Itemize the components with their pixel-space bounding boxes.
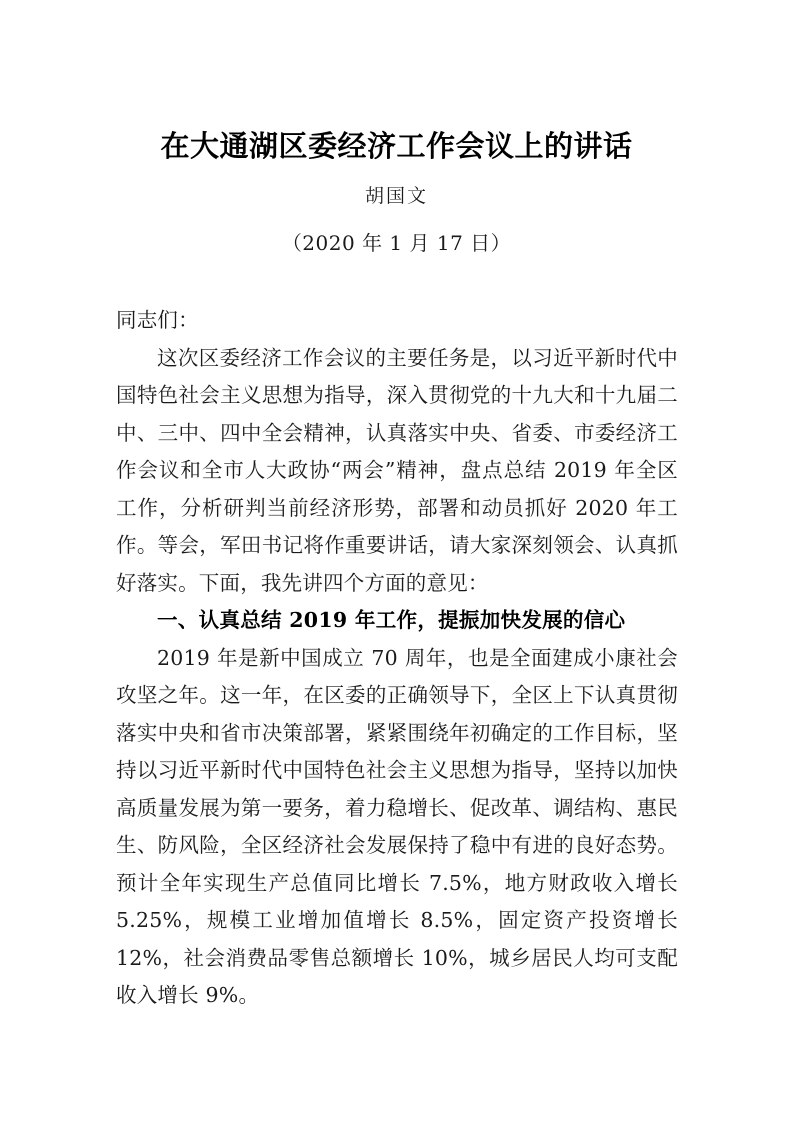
document-masthead xyxy=(0,126,793,258)
page-title: 在大通湖区委经济工作会议上的讲话 xyxy=(160,129,633,163)
document-author: 胡国文 xyxy=(364,185,428,207)
body-paragraph-2: 2019 年是新中国成立 70 周年，也是全面建成小康社会攻坚之年。这一年，在区委的正确领导下，全区上下认真贯彻落实中央和省市决策部署，紧紧围绕年初确定的工作目标，坚持以习近平新时代中国特色社会主义思想为指导，坚持以加快高质量发展为第一要务，着力稳增长、促改革、调结构、惠民生、防风险，全区经济社会发展保持了稳中有进的良好态势。预计全年实现生产总值同比增长 7.5%，地方财政收入增长 5.25%，规模工业增加值增长 8.5%，固定资产投资增长 12%，社会消费品零售总额增长 10%，城乡居民人均可支配收入增长 9%。 xyxy=(116,645,678,1007)
body-paragraph-1: 这次区委经济工作会议的主要任务是，以习近平新时代中国特色社会主义思想为指导，深入贯彻党的十九大和十九届二中、三中、四中全会精神，认真落实中央、省委、市委经济工作会议和全市人大政协“两会”精神，盘点总结 2019 年全区工作，分析研判当前经济形势，部署和动员抓好 2020 年工作。等会，军田书记将作重要讲话，请大家深刻领会、认真抓好落实。下面，我先讲四个方面的意见： xyxy=(116,345,678,595)
document-date: （2020 年 1 月 17 日） xyxy=(281,231,512,255)
salutation-line: 同志们： xyxy=(116,308,199,332)
section-heading-1: 一、认真总结 2019 年工作，提振加快发展的信心 xyxy=(157,608,626,632)
document-body xyxy=(116,302,678,1015)
